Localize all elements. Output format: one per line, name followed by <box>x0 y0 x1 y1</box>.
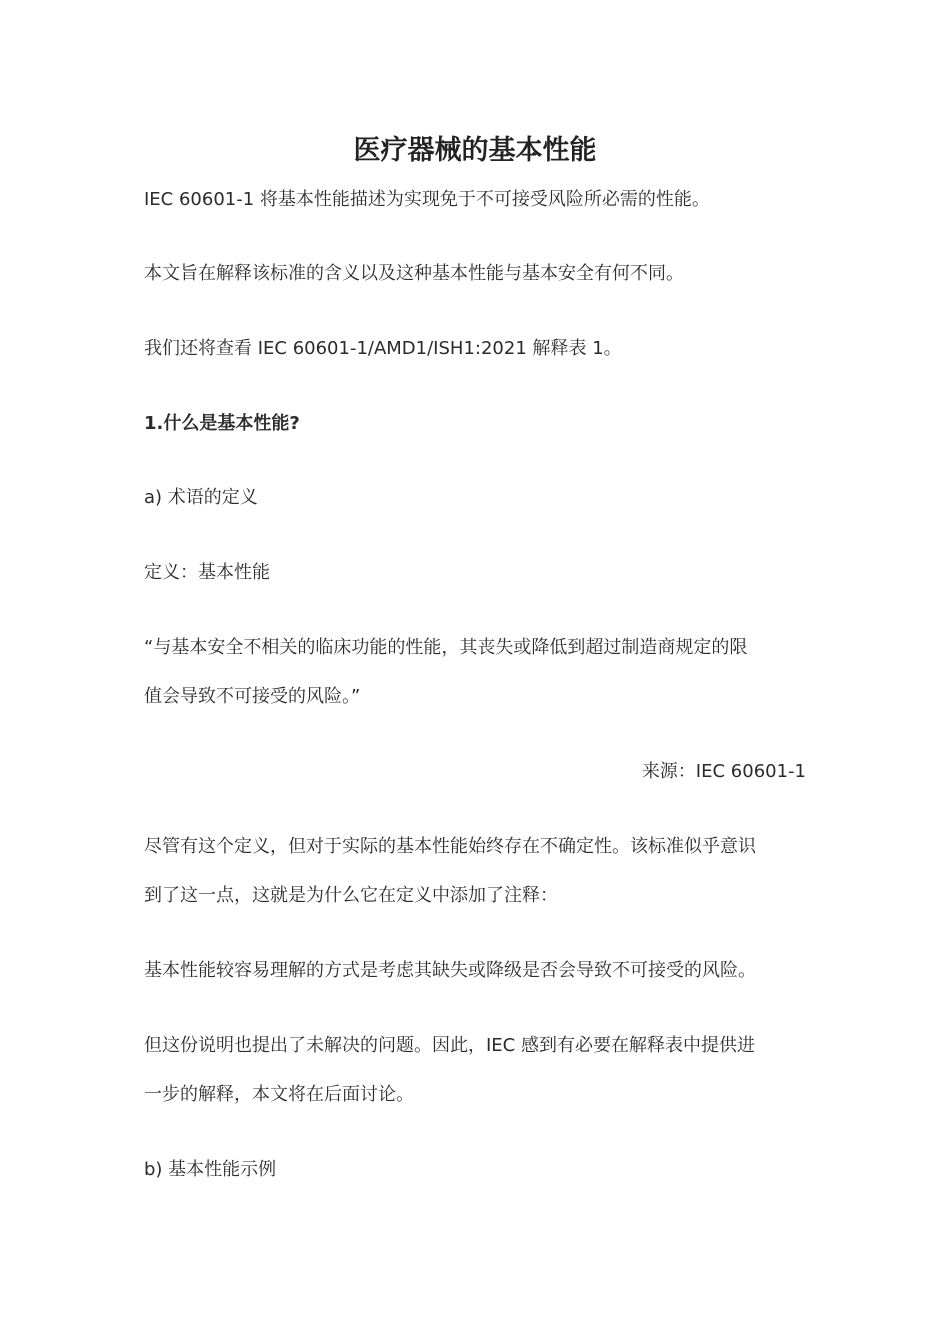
paragraph-uncertainty-line-2: 到了这一点，这就是为什么它在定义中添加了注释： <box>144 885 558 906</box>
subheading-a: a) 术语的定义 <box>144 487 258 508</box>
paragraph-purpose: 本文旨在解释该标准的含义以及这种基本性能与基本安全有何不同。 <box>144 263 684 284</box>
paragraph-reference: 我们还将查看 IEC 60601-1/AMD1/ISH1:2021 解释表 1。 <box>144 338 622 359</box>
definition-quote-line-1: “与基本安全不相关的临床功能的性能，其丧失或降低到超过制造商规定的限 <box>144 637 748 658</box>
definition-source: 来源：IEC 60601-1 <box>641 761 806 782</box>
paragraph-explanation-line-1: 但这份说明也提出了未解决的问题。因此，IEC 感到有必要在解释表中提供进 <box>144 1035 755 1056</box>
paragraph-intro: IEC 60601-1 将基本性能描述为实现免于不可接受风险所必需的性能。 <box>144 189 710 210</box>
page-title: 医疗器械的基本性能 <box>353 135 597 166</box>
section-heading-1: 1.什么是基本性能? <box>144 413 300 434</box>
definition-label: 定义：基本性能 <box>144 562 270 583</box>
subheading-b: b) 基本性能示例 <box>144 1159 277 1180</box>
paragraph-explanation-line-2: 一步的解释，本文将在后面讨论。 <box>144 1084 414 1105</box>
paragraph-uncertainty-line-1: 尽管有这个定义，但对于实际的基本性能始终存在不确定性。该标准似乎意识 <box>144 836 756 857</box>
paragraph-note: 基本性能较容易理解的方式是考虑其缺失或降级是否会导致不可接受的风险。 <box>144 960 756 981</box>
definition-quote-line-2: 值会导致不可接受的风险。” <box>144 686 361 707</box>
